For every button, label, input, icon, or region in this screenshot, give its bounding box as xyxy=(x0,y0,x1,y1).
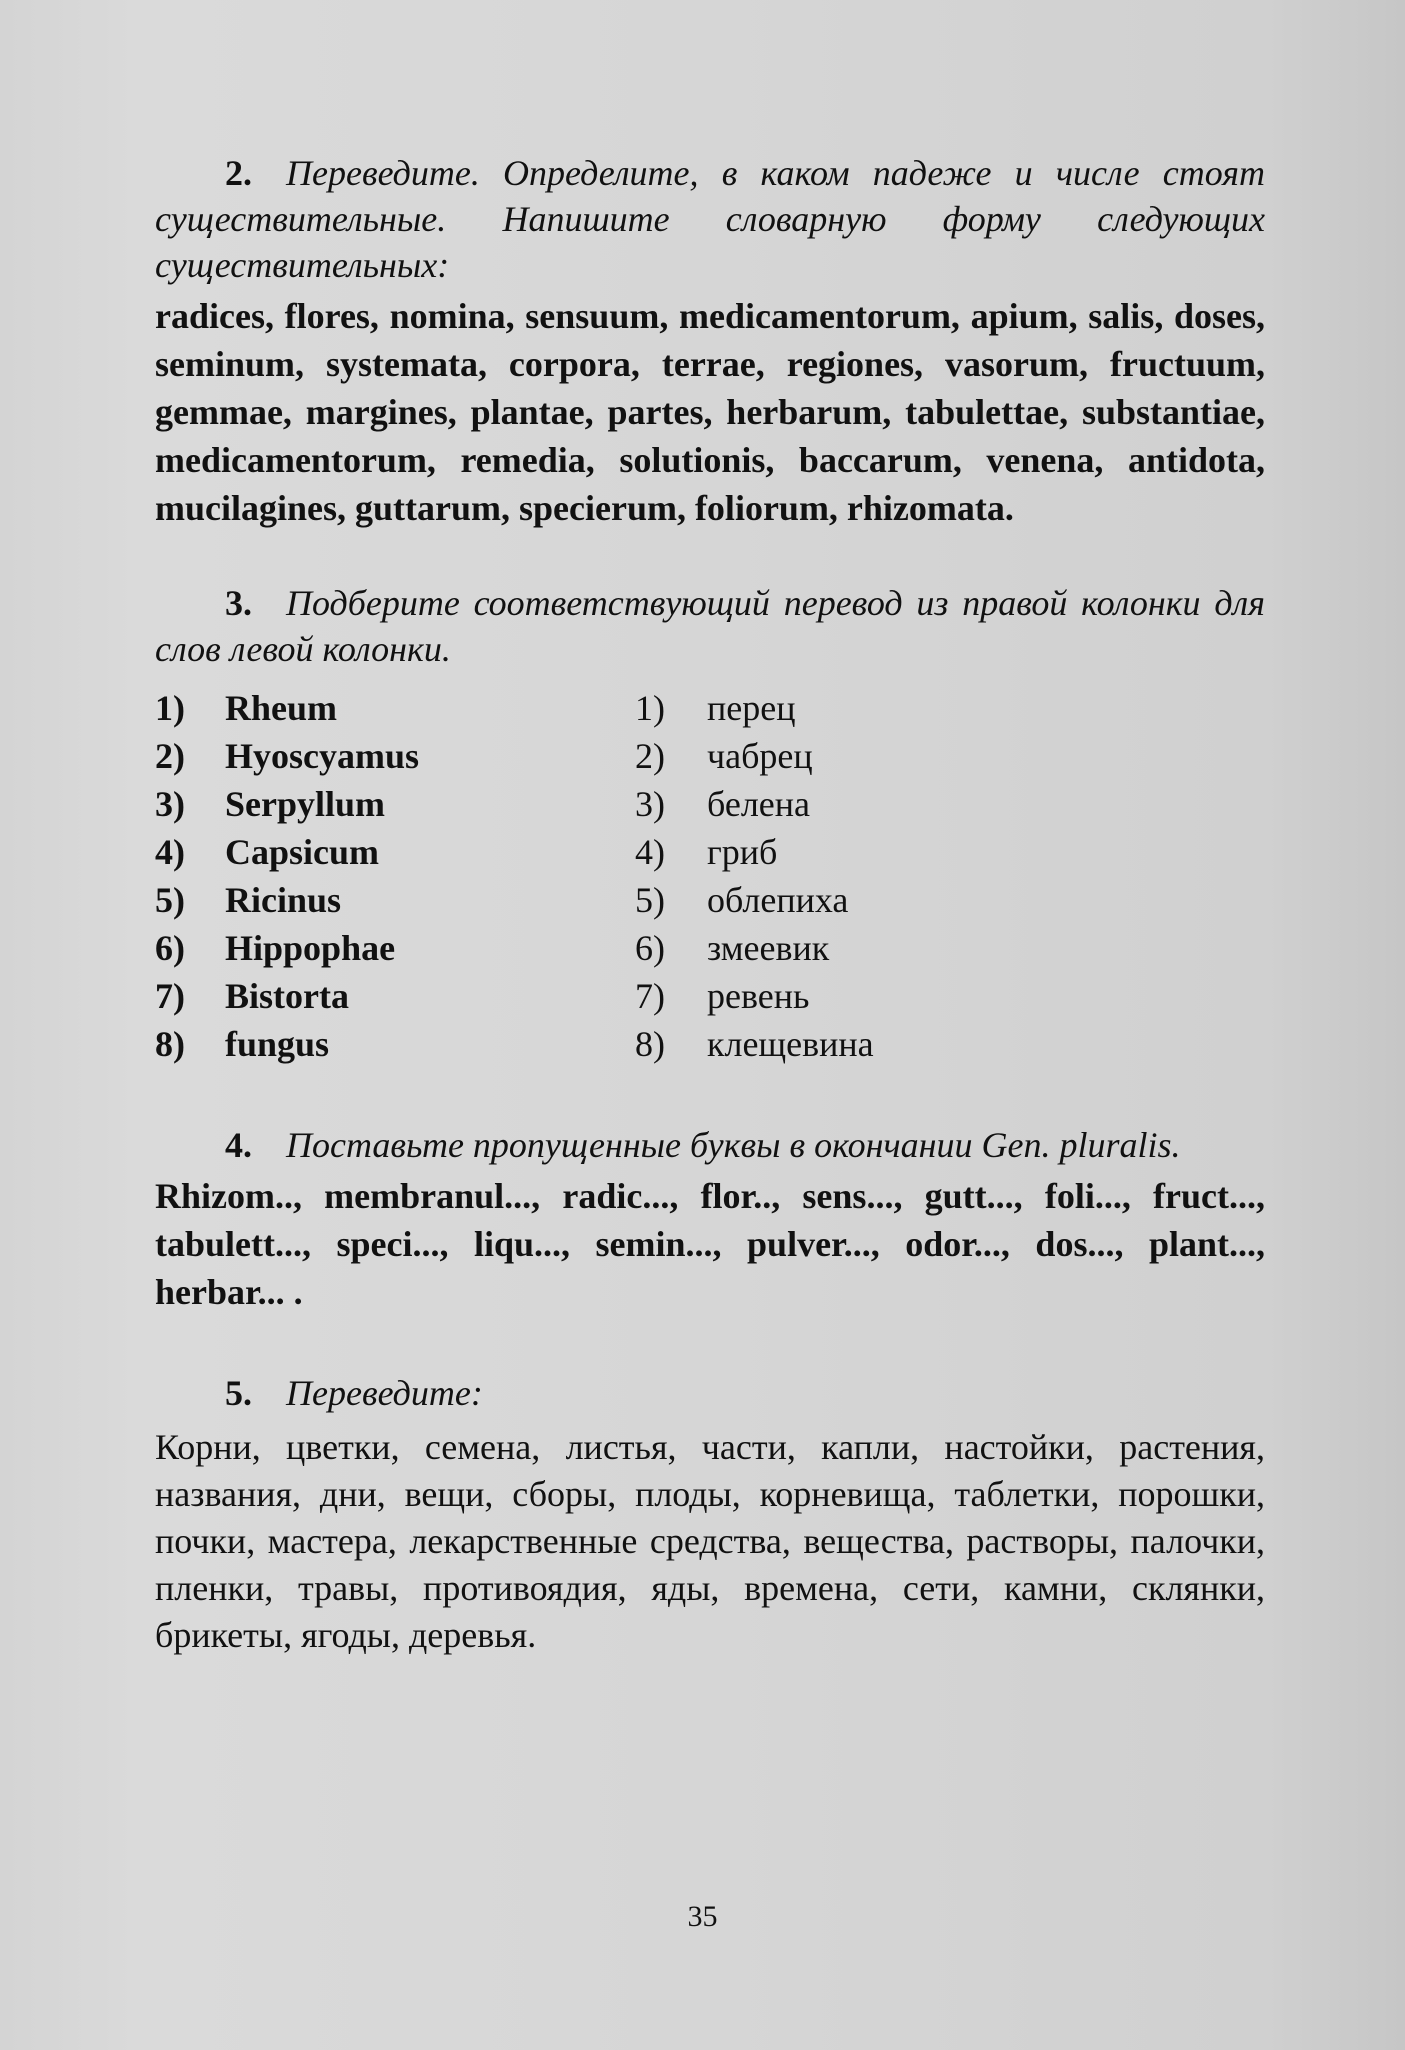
right-item-number: 1) xyxy=(635,688,665,728)
left-item-term: Rheum xyxy=(225,688,338,728)
matching-row xyxy=(155,780,1265,828)
left-item-term: Hippophae xyxy=(225,928,396,968)
matching-row xyxy=(155,732,1265,780)
left-item-term: Hyoscyamus xyxy=(225,736,420,776)
task-5-heading xyxy=(155,1370,1265,1416)
right-item-translation: облепиха xyxy=(707,880,849,920)
right-item-translation: ревень xyxy=(707,976,810,1016)
task-2-word-list: radices, flores, nomina, sensuum, medicamentorum, apium, salis, doses, seminum, systemata, corpora, terrae, regiones, vasorum, fructuum, gemmae, margines, plantae, partes, herbarum, tabulettae, substantiae, medicamentorum, remedia, solutionis, baccarum, venena, antidota, mucilagines, guttarum, specierum, foliorum, rhizomata. xyxy=(155,296,1265,528)
left-item-term: Ricinus xyxy=(225,880,342,920)
left-item-number: 6) xyxy=(155,928,185,968)
task-5-number: 5. xyxy=(225,1373,252,1413)
right-item-number: 5) xyxy=(635,880,665,920)
task-3-instruction: Подберите соответствующий перевод из правой колонки для слов левой колонки. xyxy=(155,583,1265,669)
right-item-number: 3) xyxy=(635,784,665,824)
left-item-number: 3) xyxy=(155,784,185,824)
task-3-number: 3. xyxy=(225,583,252,623)
task-5-instruction: Переведите: xyxy=(286,1373,483,1413)
task-2-instruction: Переведите. Определите, в каком падеже и числе стоят существительные. Напишите словарную форму следующих существительных: xyxy=(155,153,1265,285)
right-item-translation: чабрец xyxy=(707,736,813,776)
matching-row xyxy=(155,876,1265,924)
page-content xyxy=(155,150,1265,1659)
left-item-number: 5) xyxy=(155,880,185,920)
task-4-word-list: Rhizom.., membranul..., radic..., flor.., sens..., gutt..., foli..., fruct..., tabulett..., speci..., liqu..., semin..., pulver..., odor..., dos..., plant..., herbar... . xyxy=(155,1176,1265,1312)
task-5-word-list: Корни, цветки, семена, листья, части, капли, настойки, растения, названия, дни, вещи, сборы, плоды, корневища, таблетки, порошки, почки, мастера, лекарственные средства, вещества, растворы, палочки, пленки, травы, противоядия, яды, времена, сети, камни, склянки, брикеты, ягоды, деревья. xyxy=(155,1427,1265,1655)
left-item-term: fungus xyxy=(225,1024,330,1064)
right-item-translation: белена xyxy=(707,784,811,824)
task-2-heading xyxy=(155,150,1265,288)
matching-row xyxy=(155,924,1265,972)
task-4-number: 4. xyxy=(225,1125,252,1165)
right-item-number: 8) xyxy=(635,1024,665,1064)
matching-row xyxy=(155,828,1265,876)
page-number: 35 xyxy=(687,1900,718,1933)
task-2-number: 2. xyxy=(225,153,252,193)
task-4-heading xyxy=(155,1122,1265,1168)
left-item-number: 8) xyxy=(155,1024,185,1064)
task-3-heading xyxy=(155,580,1265,672)
matching-row xyxy=(155,684,1265,732)
right-item-translation: перец xyxy=(707,688,796,728)
left-item-term: Capsicum xyxy=(225,832,380,872)
left-item-number: 2) xyxy=(155,736,185,776)
left-item-number: 7) xyxy=(155,976,185,1016)
right-item-number: 7) xyxy=(635,976,665,1016)
right-item-number: 4) xyxy=(635,832,665,872)
left-item-number: 4) xyxy=(155,832,185,872)
right-item-number: 6) xyxy=(635,928,665,968)
left-item-term: Bistorta xyxy=(225,976,349,1016)
right-item-translation: клещевина xyxy=(707,1024,874,1064)
left-item-number: 1) xyxy=(155,688,185,728)
matching-row xyxy=(155,1020,1265,1068)
right-item-translation: гриб xyxy=(707,832,778,872)
right-item-number: 2) xyxy=(635,736,665,776)
task-3-matching-table xyxy=(155,684,1265,1068)
task-4-instruction: Поставьте пропущенные буквы в окончании Gen. pluralis. xyxy=(286,1125,1181,1165)
right-item-translation: змеевик xyxy=(707,928,830,968)
matching-row xyxy=(155,972,1265,1020)
left-item-term: Serpyllum xyxy=(225,784,386,824)
